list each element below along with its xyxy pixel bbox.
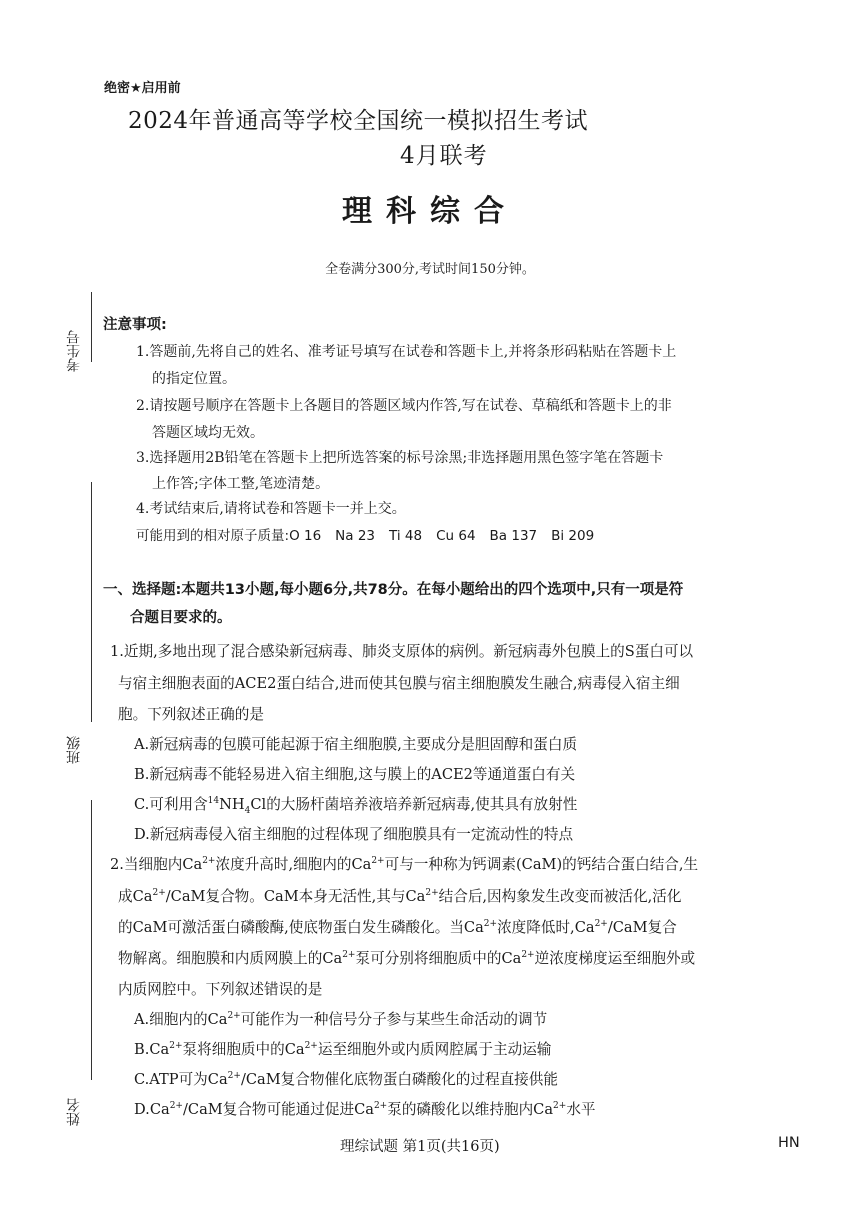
q1-option-b: B.新冠病毒不能轻易进入宿主细胞,这与膜上的ACE2等通道蛋白有关: [134, 766, 576, 783]
notice-heading: 注意事项:: [103, 317, 167, 333]
q1-stem-line2: 与宿主细胞表面的ACE2蛋白结合,进而使其包膜与宿主细胞膜发生融合,病毒侵入宿主细: [118, 675, 680, 692]
q2-stem-line2: 成$Ca^{2+}$/CaM复合物。CaM本身无活性,其与$Ca^{2+}$结合后,因构象发生改变而被活化,活化: [118, 888, 682, 905]
section-heading: 一、选择题:本题共13小题,每小题6分,共78分。在每小题给出的四个选项中,只有一项是符: [103, 582, 684, 598]
q1-option-d: D.新冠病毒侵入宿主细胞的过程体现了细胞膜具有一定流动性的特点: [134, 826, 574, 843]
q2-option-a: A.细胞内的$Ca^{2+}$可能作为一种信号分子参与某些生命活动的调节: [134, 1011, 548, 1028]
binding-line-mid: [91, 482, 92, 722]
exam-subtitle: 4月联考: [400, 143, 488, 169]
atom-mass: Na 23: [335, 528, 376, 544]
q2-stem-line4: 物解离。细胞膜和内质网膜上的$Ca^{2+}$泵可分别将细胞质中的$Ca^{2+}$逆浓度梯度运至细胞外或: [118, 950, 696, 967]
q2-option-c: C.ATP可为$Ca^{2+}$/CaM复合物催化底物蛋白磷酸化的过程直接供能: [134, 1071, 558, 1088]
atom-mass: Ti 48: [389, 528, 423, 544]
q2-stem-line1: 2.当细胞内$Ca^{2+}$浓度升高时,细胞内的$Ca^{2+}$可与一种称为钙调素(CaM)的钙结合蛋白结合,生: [110, 856, 699, 873]
q1-stem-line3: 胞。下列叙述正确的是: [118, 706, 264, 723]
notice-item-1: 1.答题前,先将自己的姓名、准考证号填写在试卷和答题卡上,并将条形码粘贴在答题卡上: [136, 344, 677, 360]
notice-item-2-cont: 答题区域均无效。: [152, 425, 264, 441]
atom-mass: Cu 64: [436, 528, 476, 544]
atom-mass: Bi 209: [551, 528, 595, 544]
exam-title: 2024年普通高等学校全国统一模拟招生考试: [128, 108, 589, 134]
binding-line-low: [91, 800, 92, 1080]
atom-mass: Ba 137: [489, 528, 538, 544]
section-heading-cont: 合题目要求的。: [130, 610, 232, 626]
margin-exam-number-label: 考生号: [66, 330, 82, 372]
paper-code: HN: [778, 1135, 800, 1151]
q2-option-d: $D.Ca^{2+}$/CaM复合物可能通过促进$Ca^{2+}$泵的磷酸化以维持胞内$Ca^{2+}$水平: [134, 1101, 596, 1118]
atom-mass: O 16: [289, 528, 322, 544]
atomic-masses: [136, 524, 608, 544]
q2-stem-line5: 内质网腔中。下列叙述错误的是: [118, 981, 323, 998]
q1-stem-line1: 1.近期,多地出现了混合感染新冠病毒、肺炎支原体的病例。新冠病毒外包膜上的S蛋白可以: [110, 643, 694, 660]
confidential-label: 绝密★启用前: [104, 81, 181, 96]
q2-stem-line3: 的CaM可激活蛋白磷酸酶,使底物蛋白发生磷酸化。当$Ca^{2+}$浓度降低时$,Ca^{2+}$/CaM复合: [118, 919, 677, 936]
q1-option-c: C.可利用含$^{14}NH_4Cl$的大肠杆菌培养液培养新冠病毒,使其具有放射性: [134, 796, 578, 816]
q2-option-b: $B.Ca^{2+}$泵将细胞质中的$Ca^{2+}$运至细胞外或内质网腔属于主动运输: [134, 1041, 552, 1058]
notice-item-3: 3.选择题用2B铅笔在答题卡上把所选答案的标号涂黑;非选择题用黑色签字笔在答题卡: [136, 450, 664, 466]
notice-item-2: 2.请按题号顺序在答题卡上各题目的答题区域内作答,写在试卷、草稿纸和答题卡上的非: [136, 398, 672, 414]
notice-item-4: 4.考试结束后,请将试卷和答题卡一并上交。: [136, 501, 406, 517]
notice-item-1-cont: 的指定位置。: [152, 371, 236, 387]
page-footer: 理综试题 第1页(共16页): [340, 1139, 500, 1155]
binding-line-top: [91, 292, 92, 362]
q1-option-a: A.新冠病毒的包膜可能起源于宿主细胞膜,主要成分是胆固醇和蛋白质: [134, 736, 578, 753]
margin-class-label: 班级: [66, 736, 82, 764]
notice-item-3-cont: 上作答;字体工整,笔迹清楚。: [152, 476, 330, 492]
atomic-masses-prefix: 可能用到的相对原子质量:: [136, 528, 290, 544]
full-score-note: 全卷满分300分,考试时间150分钟。: [325, 262, 535, 277]
margin-name-label: 姓名: [66, 1098, 82, 1126]
subject-title: 理科综合: [342, 194, 518, 229]
